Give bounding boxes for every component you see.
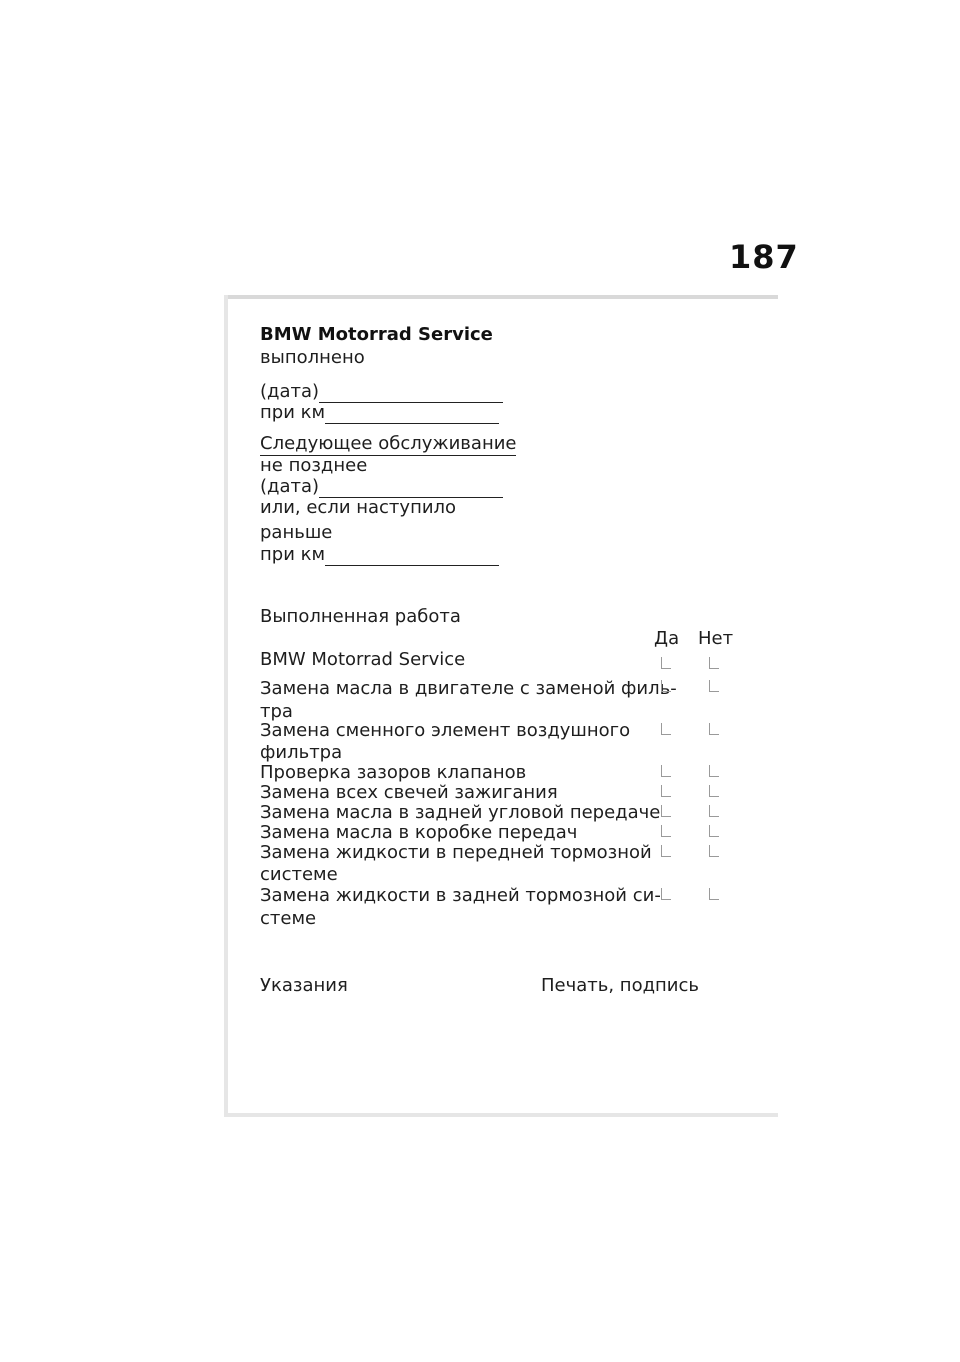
bottom-rule (224, 1113, 778, 1117)
service-heading: BMW Motorrad Service (260, 324, 493, 345)
checkbox-yes[interactable] (661, 845, 671, 857)
checkbox-no[interactable] (709, 657, 719, 669)
checkbox-yes[interactable] (661, 680, 671, 692)
next-service-label (260, 433, 516, 455)
checkbox-no[interactable] (709, 765, 719, 777)
work-item: Замена жидкости в передней тормозной (260, 842, 652, 863)
km-label: при км (260, 402, 326, 423)
checkbox-yes[interactable] (661, 825, 671, 837)
work-item-service: BMW Motorrad Service (260, 649, 466, 670)
page-number: 187 (729, 238, 799, 276)
checkbox-yes[interactable] (661, 765, 671, 777)
or-earlier-label-1: или, если наступило (260, 497, 457, 518)
stamp-signature-label: Печать, подпись (541, 975, 700, 996)
checkbox-yes[interactable] (661, 888, 671, 900)
work-item-cont: фильтра (260, 742, 343, 763)
checkbox-yes[interactable] (661, 785, 671, 797)
work-item: Замена масла в двигателе с заменой филь- (260, 678, 677, 699)
left-rule (224, 295, 228, 1117)
work-item: Замена сменного элемент воздушного (260, 720, 631, 741)
top-rule (224, 295, 778, 299)
work-item-cont: системе (260, 864, 338, 885)
work-item: Замена масла в коробке передач (260, 822, 578, 843)
checkbox-yes[interactable] (661, 723, 671, 735)
work-title: Выполненная работа (260, 606, 461, 627)
checkbox-no[interactable] (709, 723, 719, 735)
km2-label: при км (260, 544, 326, 565)
km-input-line[interactable] (325, 422, 499, 424)
checkbox-no[interactable] (709, 825, 719, 837)
km2-input-line[interactable] (325, 564, 499, 566)
col-no-header: Нет (698, 628, 734, 649)
work-item: Замена масла в задней угловой передаче (260, 802, 661, 823)
km2-field-row (260, 544, 499, 566)
done-label: выполнено (260, 347, 365, 368)
date2-field-row (260, 476, 503, 498)
checkbox-yes[interactable] (661, 805, 671, 817)
notes-label: Указания (260, 975, 348, 996)
checkbox-no[interactable] (709, 888, 719, 900)
work-item-cont: стеме (260, 908, 317, 929)
or-earlier-label-2: раньше (260, 522, 333, 543)
work-item: Замена жидкости в задней тормозной си- (260, 885, 661, 906)
work-item-cont: тра (260, 701, 293, 722)
checkbox-no[interactable] (709, 845, 719, 857)
not-later-label: не позднее (260, 455, 368, 476)
checkbox-no[interactable] (709, 785, 719, 797)
date-label: (дата) (260, 381, 320, 402)
work-item: Проверка зазоров клапанов (260, 762, 527, 783)
km-field-row (260, 402, 499, 424)
work-item: Замена всех свечей зажигания (260, 782, 558, 803)
checkbox-yes[interactable] (661, 657, 671, 669)
next-service-text: Следующее обслуживание (260, 433, 517, 454)
checkbox-no[interactable] (709, 805, 719, 817)
date-field-row (260, 381, 503, 403)
checkbox-no[interactable] (709, 680, 719, 692)
date2-label: (дата) (260, 476, 320, 497)
col-yes-header: Да (654, 628, 680, 649)
